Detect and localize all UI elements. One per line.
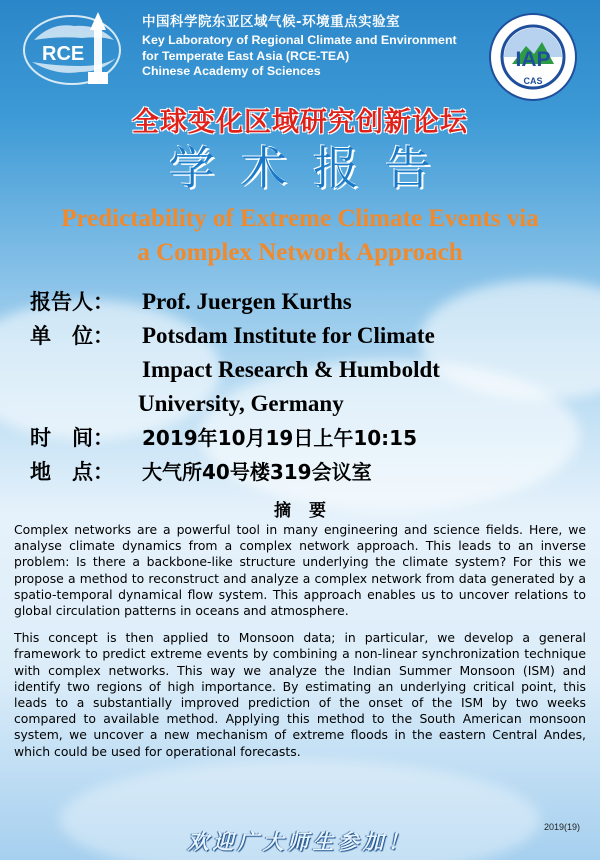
event-info [30,285,590,489]
talk-title-line-2: a Complex Network Approach [137,239,463,266]
affiliation-row [30,319,590,421]
document-code: 2019(19) [543,822,580,832]
abstract-paragraph-2: This concept is then applied to Monsoon data; in particular, we develop a general framework to predict extreme events by combining a non-linear synchronization technique with complex networks. This way we analyze the Indian Summer Monsoon (ISM) and identify two regions of high importance. By estimating an underlying critical point, this leads to a substantially improved prediction of the onset of the ISM by two weeks compared to available method. Applying this method to the South American monsoon system, we uncover a new mechanism of extreme floods in the eastern Central Andes, which could be used for operational forecasts. [14,630,586,759]
affiliation-value-3: University, Germany [138,391,344,416]
speaker-row [30,285,590,319]
speaker-value: Prof. Juergen Kurths [142,289,352,314]
header [0,0,600,98]
rcet-logo [22,10,132,90]
organization-name-en-1: Key Laboratory of Regional Climate and Environment [142,33,457,47]
affiliation-value-2: Impact Research & Humboldt [142,357,440,382]
affiliation-label: 单 位： [30,324,114,348]
svg-text:CAS: CAS [523,76,543,86]
abstract-paragraph-1: Complex networks are a powerful tool in many engineering and science fields. Here, we analyse climate dynamics from a complex network approach. This leads to an inverse problem: Is there a backbone-like structure underlying the climate system? For this we propose a method to reconstruct and analyze a complex network from data generated by a spatio-temporal dynamical flow system. This approach enables us to uncover relations to global circulation patterns in oceans and atmosphere. [14,522,586,619]
time-row [30,421,590,455]
place-value: 大气所40号楼319会议室 [142,460,372,484]
time-label: 时 间： [30,426,114,450]
forum-title: 全球变化区域研究创新论坛 [132,107,468,138]
organization-name-en-3: Chinese Academy of Sciences [142,64,321,78]
time-value: 2019年10月19日上午10:15 [142,426,417,450]
abstract [14,522,586,771]
talk-title [10,202,590,270]
iap-logo [488,12,578,102]
speaker-label: 报告人： [30,290,114,314]
svg-text:IAP: IAP [515,48,551,71]
talk-title-line-1: Predictability of Extreme Climate Events via [61,205,539,232]
place-label: 地 点： [30,460,114,484]
organization [142,10,482,80]
svg-text:RCE: RCE [42,43,85,65]
abstract-heading: 摘要 [274,501,344,521]
welcome-message: 欢迎广大师生参加！ [187,830,413,854]
report-heading: 学术报告 [169,141,457,195]
place-row [30,455,590,489]
affiliation-value-1: Potsdam Institute for Climate [142,323,435,348]
organization-name-en-2: for Temperate East Asia (RCE-TEA) [142,48,350,63]
organization-name-cn: 中国科学院东亚区域气候-环境重点实验室 [142,14,401,30]
